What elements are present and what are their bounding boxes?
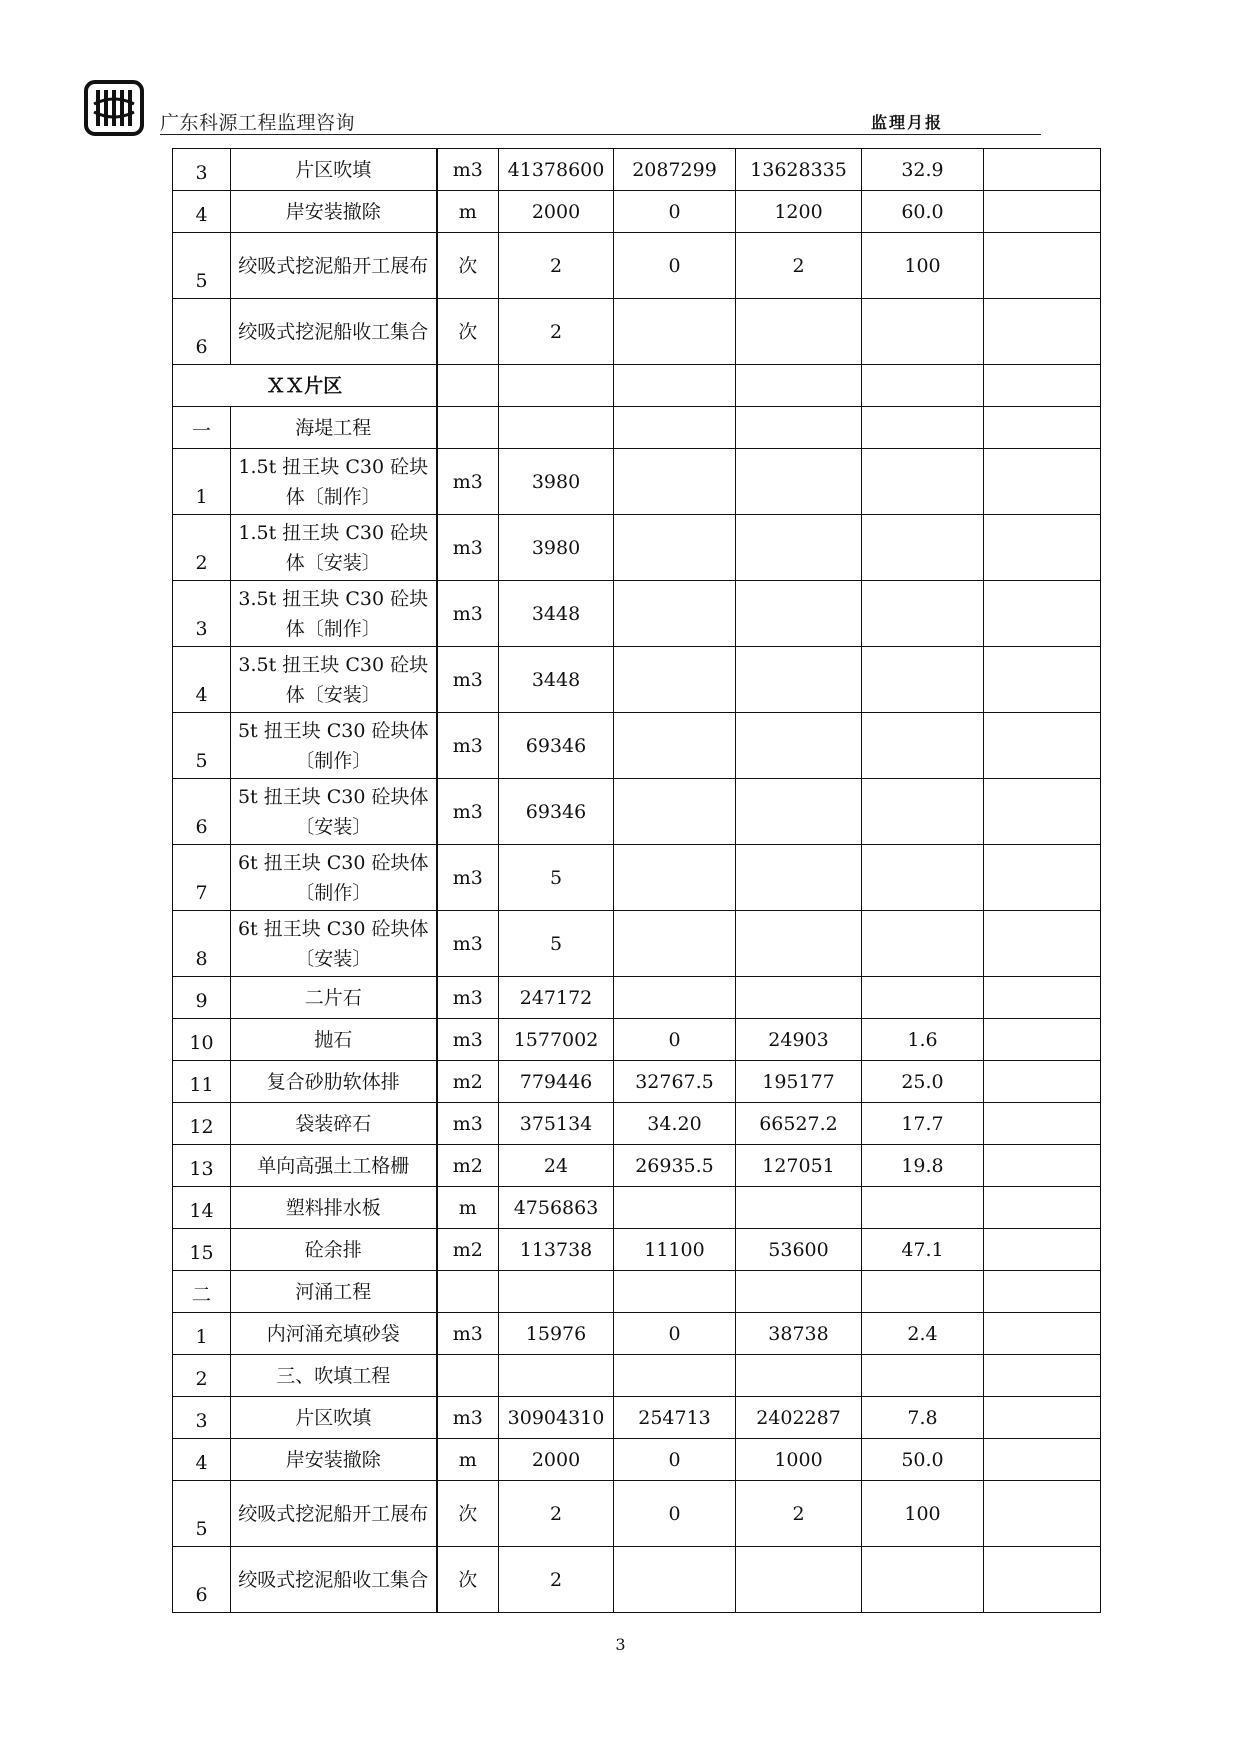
cell-value (736, 407, 862, 449)
cell-value (862, 779, 984, 845)
cell-value: 69346 (499, 713, 614, 779)
cell-value: 34.20 (614, 1103, 736, 1145)
cell-item-name: 岸安装撤除 (231, 191, 437, 233)
cell-index: 1 (173, 449, 231, 515)
cell-unit: m3 (437, 449, 499, 515)
section-title: ＸＸ片区 (173, 365, 437, 407)
table-row (173, 977, 1101, 1019)
cell-value (984, 233, 1101, 299)
cell-value: 2 (499, 1547, 614, 1613)
table-row (173, 1019, 1101, 1061)
cell-value (499, 1355, 614, 1397)
table-row (173, 1439, 1101, 1481)
cell-index: 12 (173, 1103, 231, 1145)
cell-value (736, 515, 862, 581)
cell-unit: 次 (437, 1547, 499, 1613)
cell-value: 3448 (499, 581, 614, 647)
cell-value (862, 407, 984, 449)
cell-value: 0 (614, 1439, 736, 1481)
cell-item-name: 复合砂肋软体排 (231, 1061, 437, 1103)
cell-value (614, 581, 736, 647)
cell-item-name: 片区吹填 (231, 1397, 437, 1439)
cell-value (984, 1019, 1101, 1061)
cell-value (736, 365, 862, 407)
cell-value: 247172 (499, 977, 614, 1019)
table-row (173, 1547, 1101, 1613)
cell-value: 11100 (614, 1229, 736, 1271)
cell-index: 10 (173, 1019, 231, 1061)
table-row (173, 1271, 1101, 1313)
cell-unit: m3 (437, 1397, 499, 1439)
cell-item-name: 内河涌充填砂袋 (231, 1313, 437, 1355)
cell-item-name: 抛石 (231, 1019, 437, 1061)
table-row (173, 1103, 1101, 1145)
cell-value: 5 (499, 911, 614, 977)
cell-value: 1200 (736, 191, 862, 233)
cell-value: 19.8 (862, 1145, 984, 1187)
cell-value: 25.0 (862, 1061, 984, 1103)
cell-unit: m3 (437, 149, 499, 191)
cell-value (736, 647, 862, 713)
company-name: 广东科源工程监理咨询 (160, 112, 356, 134)
cell-value (984, 1061, 1101, 1103)
cell-value: 7.8 (862, 1397, 984, 1439)
cell-value (862, 1187, 984, 1229)
table-row (173, 365, 1101, 407)
cell-value (614, 779, 736, 845)
cell-value: 69346 (499, 779, 614, 845)
cell-index: 2 (173, 515, 231, 581)
report-title: 监理月报 (870, 113, 943, 132)
cell-value (736, 845, 862, 911)
cell-value (614, 713, 736, 779)
cell-item-name: 塑料排水板 (231, 1187, 437, 1229)
cell-value: 38738 (736, 1313, 862, 1355)
cell-unit (437, 407, 499, 449)
cell-value: 2 (499, 233, 614, 299)
cell-value (614, 299, 736, 365)
cell-value (862, 1271, 984, 1313)
cell-value: 2 (736, 1481, 862, 1547)
cell-value (984, 581, 1101, 647)
cell-value: 0 (614, 233, 736, 299)
cell-index: 3 (173, 149, 231, 191)
cell-value (984, 1187, 1101, 1229)
cell-value: 2 (499, 1481, 614, 1547)
cell-index: 3 (173, 581, 231, 647)
cell-value (862, 1547, 984, 1613)
cell-value (984, 1103, 1101, 1145)
cell-value (614, 407, 736, 449)
cell-value (984, 713, 1101, 779)
cell-item-name: 绞吸式挖泥船开工展布 (231, 1481, 437, 1547)
cell-value: 127051 (736, 1145, 862, 1187)
cell-value: 195177 (736, 1061, 862, 1103)
cell-unit (437, 1355, 499, 1397)
table-row (173, 1481, 1101, 1547)
cell-value (614, 1187, 736, 1229)
cell-value (736, 581, 862, 647)
cell-index: 3 (173, 1397, 231, 1439)
cell-item-name: 绞吸式挖泥船收工集合 (231, 1547, 437, 1613)
cell-value (862, 1355, 984, 1397)
cell-value (736, 1271, 862, 1313)
cell-value (614, 449, 736, 515)
cell-value: 0 (614, 1481, 736, 1547)
cell-item-name: 三、吹填工程 (231, 1355, 437, 1397)
cell-item-name: 单向高强土工格栅 (231, 1145, 437, 1187)
cell-value (984, 149, 1101, 191)
cell-value: 2087299 (614, 149, 736, 191)
cell-item-name: 1.5t 扭王块 C30 砼块体〔安装〕 (231, 515, 437, 581)
cell-unit: m2 (437, 1229, 499, 1271)
cell-index: 4 (173, 647, 231, 713)
cell-value (499, 365, 614, 407)
cell-index: 8 (173, 911, 231, 977)
cell-value (614, 977, 736, 1019)
table-row (173, 449, 1101, 515)
table-row (173, 1187, 1101, 1229)
cell-value: 50.0 (862, 1439, 984, 1481)
cell-value (984, 1313, 1101, 1355)
cell-index: 4 (173, 191, 231, 233)
table-row (173, 1313, 1101, 1355)
cell-unit (437, 365, 499, 407)
cell-unit: m3 (437, 581, 499, 647)
cell-value (984, 1271, 1101, 1313)
cell-value (736, 299, 862, 365)
cell-value: 254713 (614, 1397, 736, 1439)
cell-item-name: 岸安装撤除 (231, 1439, 437, 1481)
cell-item-name: 6t 扭王块 C30 砼块体〔安装〕 (231, 911, 437, 977)
cell-value (862, 299, 984, 365)
cell-value: 15976 (499, 1313, 614, 1355)
cell-unit: m (437, 191, 499, 233)
cell-value (984, 779, 1101, 845)
cell-item-name: 绞吸式挖泥船收工集合 (231, 299, 437, 365)
cell-item-name: 3.5t 扭王块 C30 砼块体〔制作〕 (231, 581, 437, 647)
cell-value (984, 1439, 1101, 1481)
cell-value (984, 407, 1101, 449)
table-row (173, 299, 1101, 365)
progress-table (172, 148, 1101, 1613)
cell-value: 2 (736, 233, 862, 299)
cell-value (862, 515, 984, 581)
cell-value: 0 (614, 191, 736, 233)
cell-value (984, 449, 1101, 515)
cell-value (984, 647, 1101, 713)
cell-value (736, 911, 862, 977)
cell-index: 5 (173, 713, 231, 779)
table-row (173, 647, 1101, 713)
cell-unit: m3 (437, 911, 499, 977)
cell-value (984, 191, 1101, 233)
table-row (173, 407, 1101, 449)
cell-value (499, 1271, 614, 1313)
cell-value (862, 365, 984, 407)
cell-index: 13 (173, 1145, 231, 1187)
cell-value (862, 647, 984, 713)
cell-value: 32.9 (862, 149, 984, 191)
cell-item-name: 海堤工程 (231, 407, 437, 449)
cell-value (614, 515, 736, 581)
cell-value: 30904310 (499, 1397, 614, 1439)
table-row (173, 149, 1101, 191)
cell-value (736, 1355, 862, 1397)
cell-index: 5 (173, 1481, 231, 1547)
cell-index: 15 (173, 1229, 231, 1271)
cell-value: 17.7 (862, 1103, 984, 1145)
cell-unit: 次 (437, 299, 499, 365)
cell-value (862, 713, 984, 779)
table-row (173, 713, 1101, 779)
cell-value: 24 (499, 1145, 614, 1187)
table-row (173, 233, 1101, 299)
cell-value (736, 1547, 862, 1613)
cell-value (984, 365, 1101, 407)
cell-value (736, 449, 862, 515)
company-logo-icon (84, 80, 144, 136)
cell-item-name: 1.5t 扭王块 C30 砼块体〔制作〕 (231, 449, 437, 515)
cell-unit: m3 (437, 779, 499, 845)
cell-value: 0 (614, 1313, 736, 1355)
cell-value (736, 779, 862, 845)
cell-value (614, 1355, 736, 1397)
cell-unit: m (437, 1187, 499, 1229)
cell-index: 11 (173, 1061, 231, 1103)
cell-index: 二 (173, 1271, 231, 1313)
cell-value (984, 977, 1101, 1019)
cell-item-name: 6t 扭王块 C30 砼块体〔制作〕 (231, 845, 437, 911)
cell-value: 3980 (499, 515, 614, 581)
cell-value (984, 845, 1101, 911)
cell-value (614, 365, 736, 407)
cell-value (984, 1481, 1101, 1547)
table-row (173, 1355, 1101, 1397)
cell-item-name: 绞吸式挖泥船开工展布 (231, 233, 437, 299)
page-number: 3 (615, 1635, 626, 1654)
cell-index: 6 (173, 779, 231, 845)
cell-value (984, 1547, 1101, 1613)
cell-unit: m2 (437, 1145, 499, 1187)
cell-value: 13628335 (736, 149, 862, 191)
cell-value: 1577002 (499, 1019, 614, 1061)
cell-value (614, 845, 736, 911)
cell-unit: m3 (437, 647, 499, 713)
table-row (173, 779, 1101, 845)
cell-unit: m3 (437, 977, 499, 1019)
cell-value: 2402287 (736, 1397, 862, 1439)
cell-index: 一 (173, 407, 231, 449)
cell-value (499, 407, 614, 449)
cell-value: 2 (499, 299, 614, 365)
cell-value: 3448 (499, 647, 614, 713)
cell-value: 5 (499, 845, 614, 911)
table-row (173, 1145, 1101, 1187)
cell-value: 2.4 (862, 1313, 984, 1355)
cell-value (862, 977, 984, 1019)
cell-value (984, 1229, 1101, 1271)
cell-value: 60.0 (862, 191, 984, 233)
cell-value (736, 713, 862, 779)
cell-value: 4756863 (499, 1187, 614, 1229)
cell-unit: m3 (437, 713, 499, 779)
cell-index: 6 (173, 1547, 231, 1613)
cell-value (984, 1145, 1101, 1187)
cell-value (736, 977, 862, 1019)
cell-unit: m3 (437, 1019, 499, 1061)
table-row (173, 845, 1101, 911)
cell-unit: m3 (437, 515, 499, 581)
cell-value: 26935.5 (614, 1145, 736, 1187)
cell-item-name: 二片石 (231, 977, 437, 1019)
cell-value (984, 515, 1101, 581)
cell-value (862, 911, 984, 977)
cell-value: 375134 (499, 1103, 614, 1145)
cell-value (736, 1187, 862, 1229)
cell-value (984, 299, 1101, 365)
cell-value: 32767.5 (614, 1061, 736, 1103)
page-header (84, 80, 1041, 136)
cell-value (614, 911, 736, 977)
table-row (173, 1229, 1101, 1271)
cell-item-name: 袋装碎石 (231, 1103, 437, 1145)
cell-value: 779446 (499, 1061, 614, 1103)
cell-value: 41378600 (499, 149, 614, 191)
cell-item-name: 片区吹填 (231, 149, 437, 191)
cell-index: 6 (173, 299, 231, 365)
cell-unit: 次 (437, 1481, 499, 1547)
cell-index: 2 (173, 1355, 231, 1397)
cell-unit: m2 (437, 1061, 499, 1103)
cell-value: 66527.2 (736, 1103, 862, 1145)
cell-value (984, 1355, 1101, 1397)
cell-value: 47.1 (862, 1229, 984, 1271)
cell-item-name: 河涌工程 (231, 1271, 437, 1313)
table-row (173, 191, 1101, 233)
cell-value: 1.6 (862, 1019, 984, 1061)
cell-item-name: 3.5t 扭王块 C30 砼块体〔安装〕 (231, 647, 437, 713)
cell-value (862, 845, 984, 911)
cell-value (862, 449, 984, 515)
cell-value: 113738 (499, 1229, 614, 1271)
cell-value: 1000 (736, 1439, 862, 1481)
cell-index: 7 (173, 845, 231, 911)
cell-value: 100 (862, 1481, 984, 1547)
cell-unit (437, 1271, 499, 1313)
cell-unit: m3 (437, 1313, 499, 1355)
cell-value (862, 581, 984, 647)
cell-value (614, 647, 736, 713)
cell-value (984, 1397, 1101, 1439)
cell-item-name: 5t 扭王块 C30 砼块体〔安装〕 (231, 779, 437, 845)
cell-value: 24903 (736, 1019, 862, 1061)
cell-value: 0 (614, 1019, 736, 1061)
cell-value: 53600 (736, 1229, 862, 1271)
cell-unit: m3 (437, 845, 499, 911)
table-row (173, 1061, 1101, 1103)
cell-value: 100 (862, 233, 984, 299)
table-row (173, 581, 1101, 647)
cell-value (984, 911, 1101, 977)
cell-index: 5 (173, 233, 231, 299)
cell-item-name: 砼余排 (231, 1229, 437, 1271)
cell-index: 1 (173, 1313, 231, 1355)
cell-value: 2000 (499, 1439, 614, 1481)
cell-value (614, 1547, 736, 1613)
cell-index: 9 (173, 977, 231, 1019)
cell-index: 4 (173, 1439, 231, 1481)
header-rule (160, 134, 1041, 135)
cell-value: 2000 (499, 191, 614, 233)
table-row (173, 1397, 1101, 1439)
cell-unit: m3 (437, 1103, 499, 1145)
cell-unit: 次 (437, 233, 499, 299)
cell-value (614, 1271, 736, 1313)
table-row (173, 911, 1101, 977)
cell-value: 3980 (499, 449, 614, 515)
cell-item-name: 5t 扭王块 C30 砼块体〔制作〕 (231, 713, 437, 779)
cell-index: 14 (173, 1187, 231, 1229)
table-row (173, 515, 1101, 581)
cell-unit: m (437, 1439, 499, 1481)
